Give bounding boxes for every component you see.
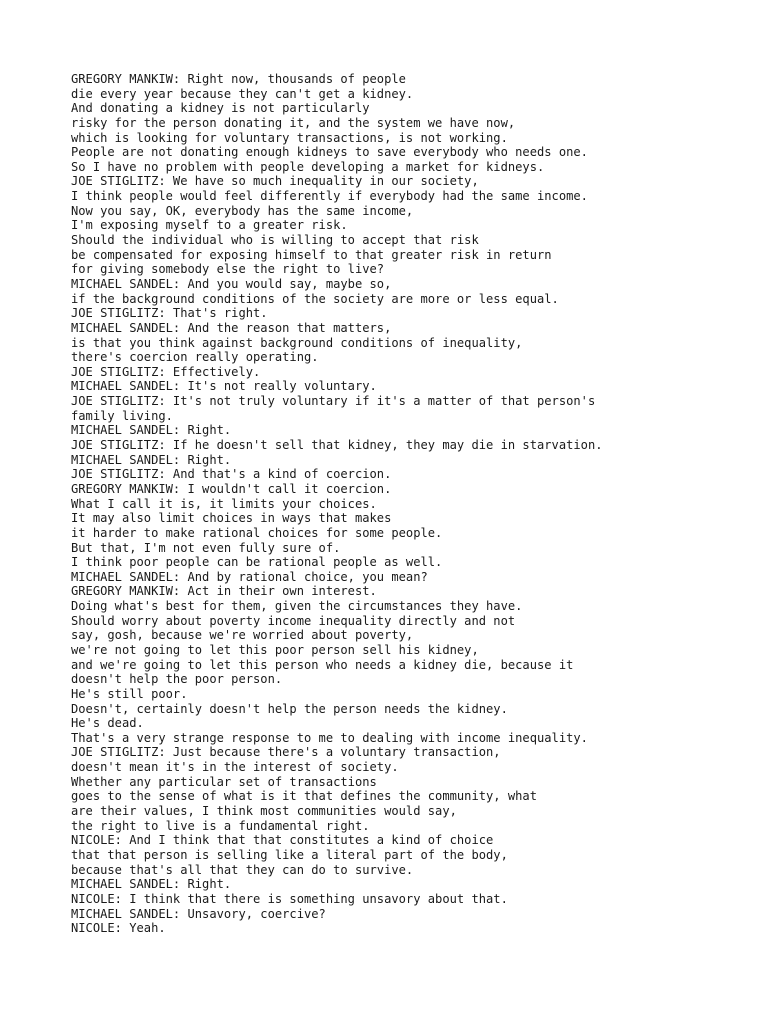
transcript-line: family living.	[71, 408, 173, 423]
transcript-line: risky for the person donating it, and the system we have now,	[71, 115, 516, 130]
transcript-line: JOE STIGLITZ: If he doesn't sell that kidney, they may die in starvation.	[71, 438, 603, 453]
transcript-line: JOE STIGLITZ: And that's a kind of coercion.	[71, 467, 392, 482]
transcript-line: doesn't help the poor person.	[71, 672, 283, 687]
transcript-line: for giving somebody else the right to live?	[71, 262, 385, 277]
transcript-line: the right to live is a fundamental right.	[71, 818, 370, 833]
transcript-line: die every year because they can't get a kidney.	[71, 86, 414, 101]
transcript-line: Doing what's best for them, given the circumstances they have.	[71, 599, 523, 614]
transcript-line: is that you think against background conditions of inequality,	[71, 335, 523, 350]
transcript-line: That's a very strange response to me to dealing with income inequality.	[71, 730, 588, 745]
transcript-line: are their values, I think most communities would say,	[71, 804, 457, 819]
transcript-line: NICOLE: Yeah.	[71, 921, 166, 936]
transcript-line: it harder to make rational choices for some people.	[71, 525, 443, 540]
transcript-line: goes to the sense of what is it that defines the community, what	[71, 789, 537, 804]
transcript-line: NICOLE: I think that there is something unsavory about that.	[71, 891, 508, 906]
transcript-line: He's still poor.	[71, 686, 188, 701]
transcript-line: Should worry about poverty income inequality directly and not	[71, 613, 516, 628]
transcript-line: I'm exposing myself to a greater risk.	[71, 218, 348, 233]
transcript-line: if the background conditions of the society are more or less equal.	[71, 291, 559, 306]
transcript-line: JOE STIGLITZ: We have so much inequality in our society,	[71, 174, 479, 189]
transcript-line: People are not donating enough kidneys to save everybody who needs one.	[71, 145, 588, 160]
transcript-line: there's coercion really operating.	[71, 350, 319, 365]
transcript-line: He's dead.	[71, 716, 144, 731]
transcript-line: And donating a kidney is not particularly	[71, 101, 370, 116]
transcript-line: NICOLE: And I think that that constitutes a kind of choice	[71, 833, 494, 848]
transcript-line: be compensated for exposing himself to that greater risk in return	[71, 247, 552, 262]
transcript-line: It may also limit choices in ways that makes	[71, 511, 392, 526]
transcript-line: I think people would feel differently if everybody had the same income.	[71, 189, 588, 204]
transcript-line: I think poor people can be rational people as well.	[71, 555, 443, 570]
transcript-line: JOE STIGLITZ: That's right.	[71, 306, 268, 321]
transcript-line: GREGORY MANKIW: Right now, thousands of people	[71, 72, 406, 86]
transcript-line: doesn't mean it's in the interest of society.	[71, 760, 399, 775]
transcript-line: What I call it is, it limits your choices.	[71, 496, 377, 511]
transcript-line: GREGORY MANKIW: I wouldn't call it coercion.	[71, 481, 392, 496]
transcript-line: MICHAEL SANDEL: Unsavory, coercive?	[71, 906, 326, 921]
transcript-line: JOE STIGLITZ: It's not truly voluntary if it's a matter of that person's	[71, 394, 596, 409]
transcript-line: Should the individual who is willing to accept that risk	[71, 233, 479, 248]
transcript-line: we're not going to let this poor person sell his kidney,	[71, 642, 479, 657]
transcript-line: MICHAEL SANDEL: It's not really voluntary.	[71, 379, 377, 394]
transcript-line: MICHAEL SANDEL: Right.	[71, 423, 232, 438]
transcript-line: MICHAEL SANDEL: Right.	[71, 877, 232, 892]
transcript-line: that that person is selling like a literal part of the body,	[71, 847, 508, 862]
transcript-line: MICHAEL SANDEL: And you would say, maybe so,	[71, 276, 392, 291]
transcript-line: say, gosh, because we're worried about poverty,	[71, 628, 414, 643]
transcript-line: JOE STIGLITZ: Effectively.	[71, 364, 261, 379]
transcript-line: GREGORY MANKIW: Act in their own interest.	[71, 584, 377, 599]
transcript-text	[71, 72, 751, 936]
transcript-line: So I have no problem with people developing a market for kidneys.	[71, 159, 545, 174]
transcript-line: MICHAEL SANDEL: And by rational choice, you mean?	[71, 569, 428, 584]
transcript-line: Now you say, OK, everybody has the same income,	[71, 203, 414, 218]
transcript-line: because that's all that they can do to survive.	[71, 862, 414, 877]
transcript-line: Doesn't, certainly doesn't help the person needs the kidney.	[71, 701, 508, 716]
transcript-line: MICHAEL SANDEL: Right.	[71, 452, 232, 467]
transcript-line: which is looking for voluntary transactions, is not working.	[71, 130, 508, 145]
transcript-line: MICHAEL SANDEL: And the reason that matters,	[71, 320, 392, 335]
transcript-line: But that, I'm not even fully sure of.	[71, 540, 341, 555]
transcript-line: Whether any particular set of transactions	[71, 774, 377, 789]
transcript-line: JOE STIGLITZ: Just because there's a voluntary transaction,	[71, 745, 501, 760]
transcript-line: and we're going to let this person who needs a kidney die, because it	[71, 657, 574, 672]
